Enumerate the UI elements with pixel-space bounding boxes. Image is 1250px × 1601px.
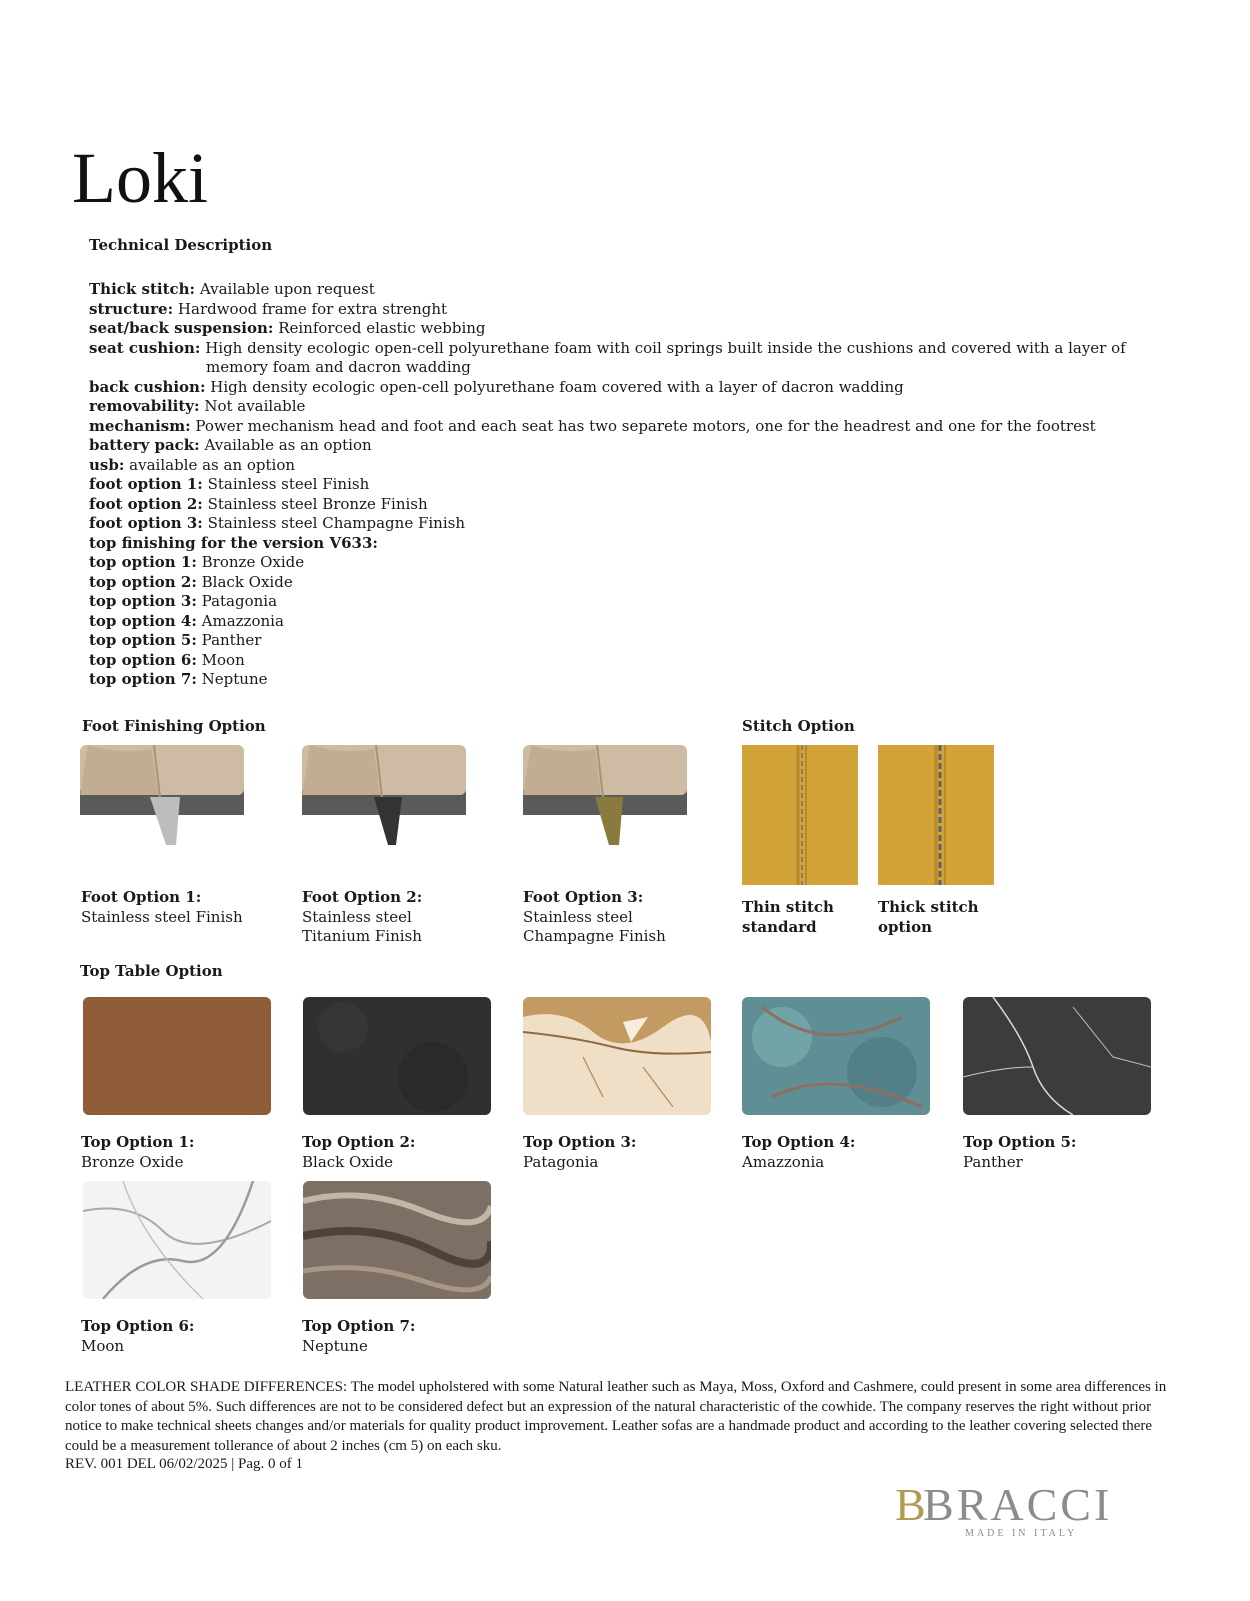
spec-label: top option 7: xyxy=(89,670,197,688)
spec-label: foot option 2: xyxy=(89,494,203,513)
top-option-6-swatch xyxy=(83,1181,271,1299)
spec-top-3 xyxy=(89,592,1169,612)
brand-name: BRACCI xyxy=(923,1480,1113,1530)
spec-foot-2 xyxy=(89,495,1169,515)
top-option-title: Top Option 1: xyxy=(81,1133,195,1151)
spec-list xyxy=(89,280,1169,690)
foot-option-title: Foot Option 1: xyxy=(81,888,202,906)
top-option-5-swatch xyxy=(963,997,1151,1115)
spec-value: Patagonia xyxy=(201,592,278,610)
spec-top-5 xyxy=(89,631,1169,651)
spec-top-1 xyxy=(89,553,1169,573)
spec-value: Available upon request xyxy=(199,280,375,298)
spec-top-6 xyxy=(89,651,1169,671)
spec-label: foot option 3: xyxy=(89,514,203,532)
foot-option-title: Foot Option 2: xyxy=(302,888,423,906)
top-option-4-caption xyxy=(742,1133,942,1172)
spec-label: usb: xyxy=(89,455,125,474)
top-option-name: Moon xyxy=(81,1336,125,1355)
spec-value: Stainless steel Bronze Finish xyxy=(207,494,428,513)
spec-value: Power mechanism head and foot and each seat has two separete motors, one for the headrest and one for the footrest xyxy=(195,416,1096,435)
top-option-3-swatch xyxy=(523,997,711,1115)
spec-label: top option 2: xyxy=(89,572,197,591)
top-option-name: Neptune xyxy=(302,1336,368,1355)
spec-label: structure: xyxy=(89,299,174,318)
spec-battery xyxy=(89,436,1169,456)
top-option-1-swatch xyxy=(83,997,271,1115)
top-option-name: Bronze Oxide xyxy=(81,1152,184,1171)
spec-label: top option 3: xyxy=(89,592,197,610)
stitch-line: option xyxy=(878,917,933,936)
spec-value: available as an option xyxy=(129,455,296,474)
top-option-name: Black Oxide xyxy=(302,1152,394,1171)
spec-seat-cushion xyxy=(89,339,1169,378)
top-option-name: Patagonia xyxy=(523,1152,599,1171)
spec-structure xyxy=(89,300,1169,320)
foot-finishing-heading: Foot Finishing Option xyxy=(82,717,266,735)
spec-value: Amazzonia xyxy=(201,611,284,630)
top-option-3-caption xyxy=(523,1133,723,1172)
foot-option-3-image xyxy=(523,745,687,849)
spec-label: Thick stitch: xyxy=(89,280,196,298)
spec-value: Bronze Oxide xyxy=(201,553,305,571)
stitch-option-heading: Stitch Option xyxy=(742,717,855,735)
foot-option-1-caption xyxy=(81,888,281,927)
thin-stitch-caption xyxy=(742,898,867,937)
top-option-name: Panther xyxy=(963,1152,1023,1171)
spec-top-7 xyxy=(89,670,1169,690)
spec-value: Neptune xyxy=(201,670,268,688)
spec-value: Black Oxide xyxy=(201,572,293,591)
spec-value: Not available xyxy=(204,397,306,415)
top-option-4-swatch xyxy=(742,997,930,1115)
spec-label: back cushion: xyxy=(89,377,206,396)
svg-text:B: B xyxy=(895,1480,927,1530)
spec-thick-stitch xyxy=(89,280,1169,300)
top-option-title: Top Option 6: xyxy=(81,1317,195,1335)
top-option-5-caption xyxy=(963,1133,1163,1172)
spec-value: Stainless steel Champagne Finish xyxy=(207,514,465,532)
spec-label: top finishing for the version V633: xyxy=(89,533,378,552)
spec-top-2 xyxy=(89,573,1169,593)
spec-label: top option 6: xyxy=(89,650,197,669)
spec-label: removability: xyxy=(89,397,200,415)
top-option-2-swatch xyxy=(303,997,491,1115)
top-option-1-caption xyxy=(81,1133,281,1172)
spec-value: Hardwood frame for extra strenght xyxy=(177,299,448,318)
top-option-title: Top Option 7: xyxy=(302,1317,416,1335)
revision-info: REV. 001 DEL 06/02/2025 | Pag. 0 of 1 xyxy=(65,1456,304,1472)
spec-value: Available as an option xyxy=(204,436,372,454)
foot-option-line: Champagne Finish xyxy=(523,927,666,945)
stitch-line: Thick stitch xyxy=(878,898,979,916)
foot-option-title: Foot Option 3: xyxy=(523,888,644,906)
stitch-line: Thin stitch xyxy=(742,898,834,916)
bracci-logo xyxy=(895,1480,1155,1540)
top-option-name: Amazzonia xyxy=(742,1152,825,1171)
top-option-title: Top Option 3: xyxy=(523,1133,637,1151)
spec-foot-3 xyxy=(89,514,1169,534)
spec-top-4 xyxy=(89,612,1169,632)
spec-value: High density ecologic open-cell polyurethane foam with coil springs built inside the cushions and covered with a layer of memory foam and dacron wadding xyxy=(205,338,1126,376)
thick-stitch-caption xyxy=(878,898,1003,937)
technical-description-heading: Technical Description xyxy=(89,236,273,254)
spec-value: Moon xyxy=(201,650,245,669)
foot-option-line: Titanium Finish xyxy=(302,927,422,945)
foot-option-1-image xyxy=(80,745,244,849)
spec-value: Reinforced elastic webbing xyxy=(278,319,486,337)
spec-value: High density ecologic open-cell polyurethane foam covered with a layer of dacron wadding xyxy=(210,377,904,396)
stitch-line: standard xyxy=(742,917,817,936)
spec-top-finishing xyxy=(89,534,1169,554)
top-option-2-caption xyxy=(302,1133,502,1172)
foot-option-line: Stainless steel xyxy=(523,907,633,926)
top-table-heading: Top Table Option xyxy=(80,962,223,980)
spec-value: Stainless steel Finish xyxy=(207,475,370,493)
top-option-7-swatch xyxy=(303,1181,491,1299)
foot-option-line: Stainless steel Finish xyxy=(81,907,243,926)
foot-option-2-image xyxy=(302,745,466,849)
top-option-title: Top Option 2: xyxy=(302,1133,416,1151)
brand-tagline: MADE IN ITALY xyxy=(965,1528,1078,1539)
spec-foot-1 xyxy=(89,475,1169,495)
spec-label: top option 5: xyxy=(89,631,197,649)
thin-stitch-image xyxy=(742,745,858,885)
top-option-6-caption xyxy=(81,1317,281,1356)
spec-label: mechanism: xyxy=(89,416,191,435)
spec-label: battery pack: xyxy=(89,436,200,454)
spec-label: top option 4: xyxy=(89,611,197,630)
spec-label: foot option 1: xyxy=(89,475,203,493)
spec-value: Panther xyxy=(201,631,262,649)
spec-label: seat cushion: xyxy=(89,338,201,357)
top-option-title: Top Option 5: xyxy=(963,1133,1077,1151)
leather-disclaimer: LEATHER COLOR SHADE DIFFERENCES: The model upholstered with some Natural leather such as Maya, Moss, Oxford and Cashmere, could present in some area differences in color tones of about 5%. Such differences are not to be considered defect but an expression of the natural characteristic of the cowhide. The company reserves the right without prior notice to make technical sheets changes and/or materials for quality product improvement. Leather sofas are a handmade product and according to the leather covering selected there could be a measurement tollerance of about 2 inches (cm 5) on each sku. xyxy=(65,1379,1167,1454)
spec-removability xyxy=(89,397,1169,417)
top-option-7-caption xyxy=(302,1317,502,1356)
foot-option-2-caption xyxy=(302,888,502,947)
thick-stitch-image xyxy=(878,745,994,885)
spec-label: top option 1: xyxy=(89,553,197,571)
foot-option-line: Stainless steel xyxy=(302,907,412,926)
spec-usb xyxy=(89,456,1169,476)
spec-suspension xyxy=(89,319,1169,339)
spec-label: seat/back suspension: xyxy=(89,319,274,337)
top-option-title: Top Option 4: xyxy=(742,1133,856,1151)
spec-mechanism xyxy=(89,417,1169,437)
spec-back-cushion xyxy=(89,378,1169,398)
foot-option-3-caption xyxy=(523,888,723,947)
page-title: Loki xyxy=(72,138,208,218)
